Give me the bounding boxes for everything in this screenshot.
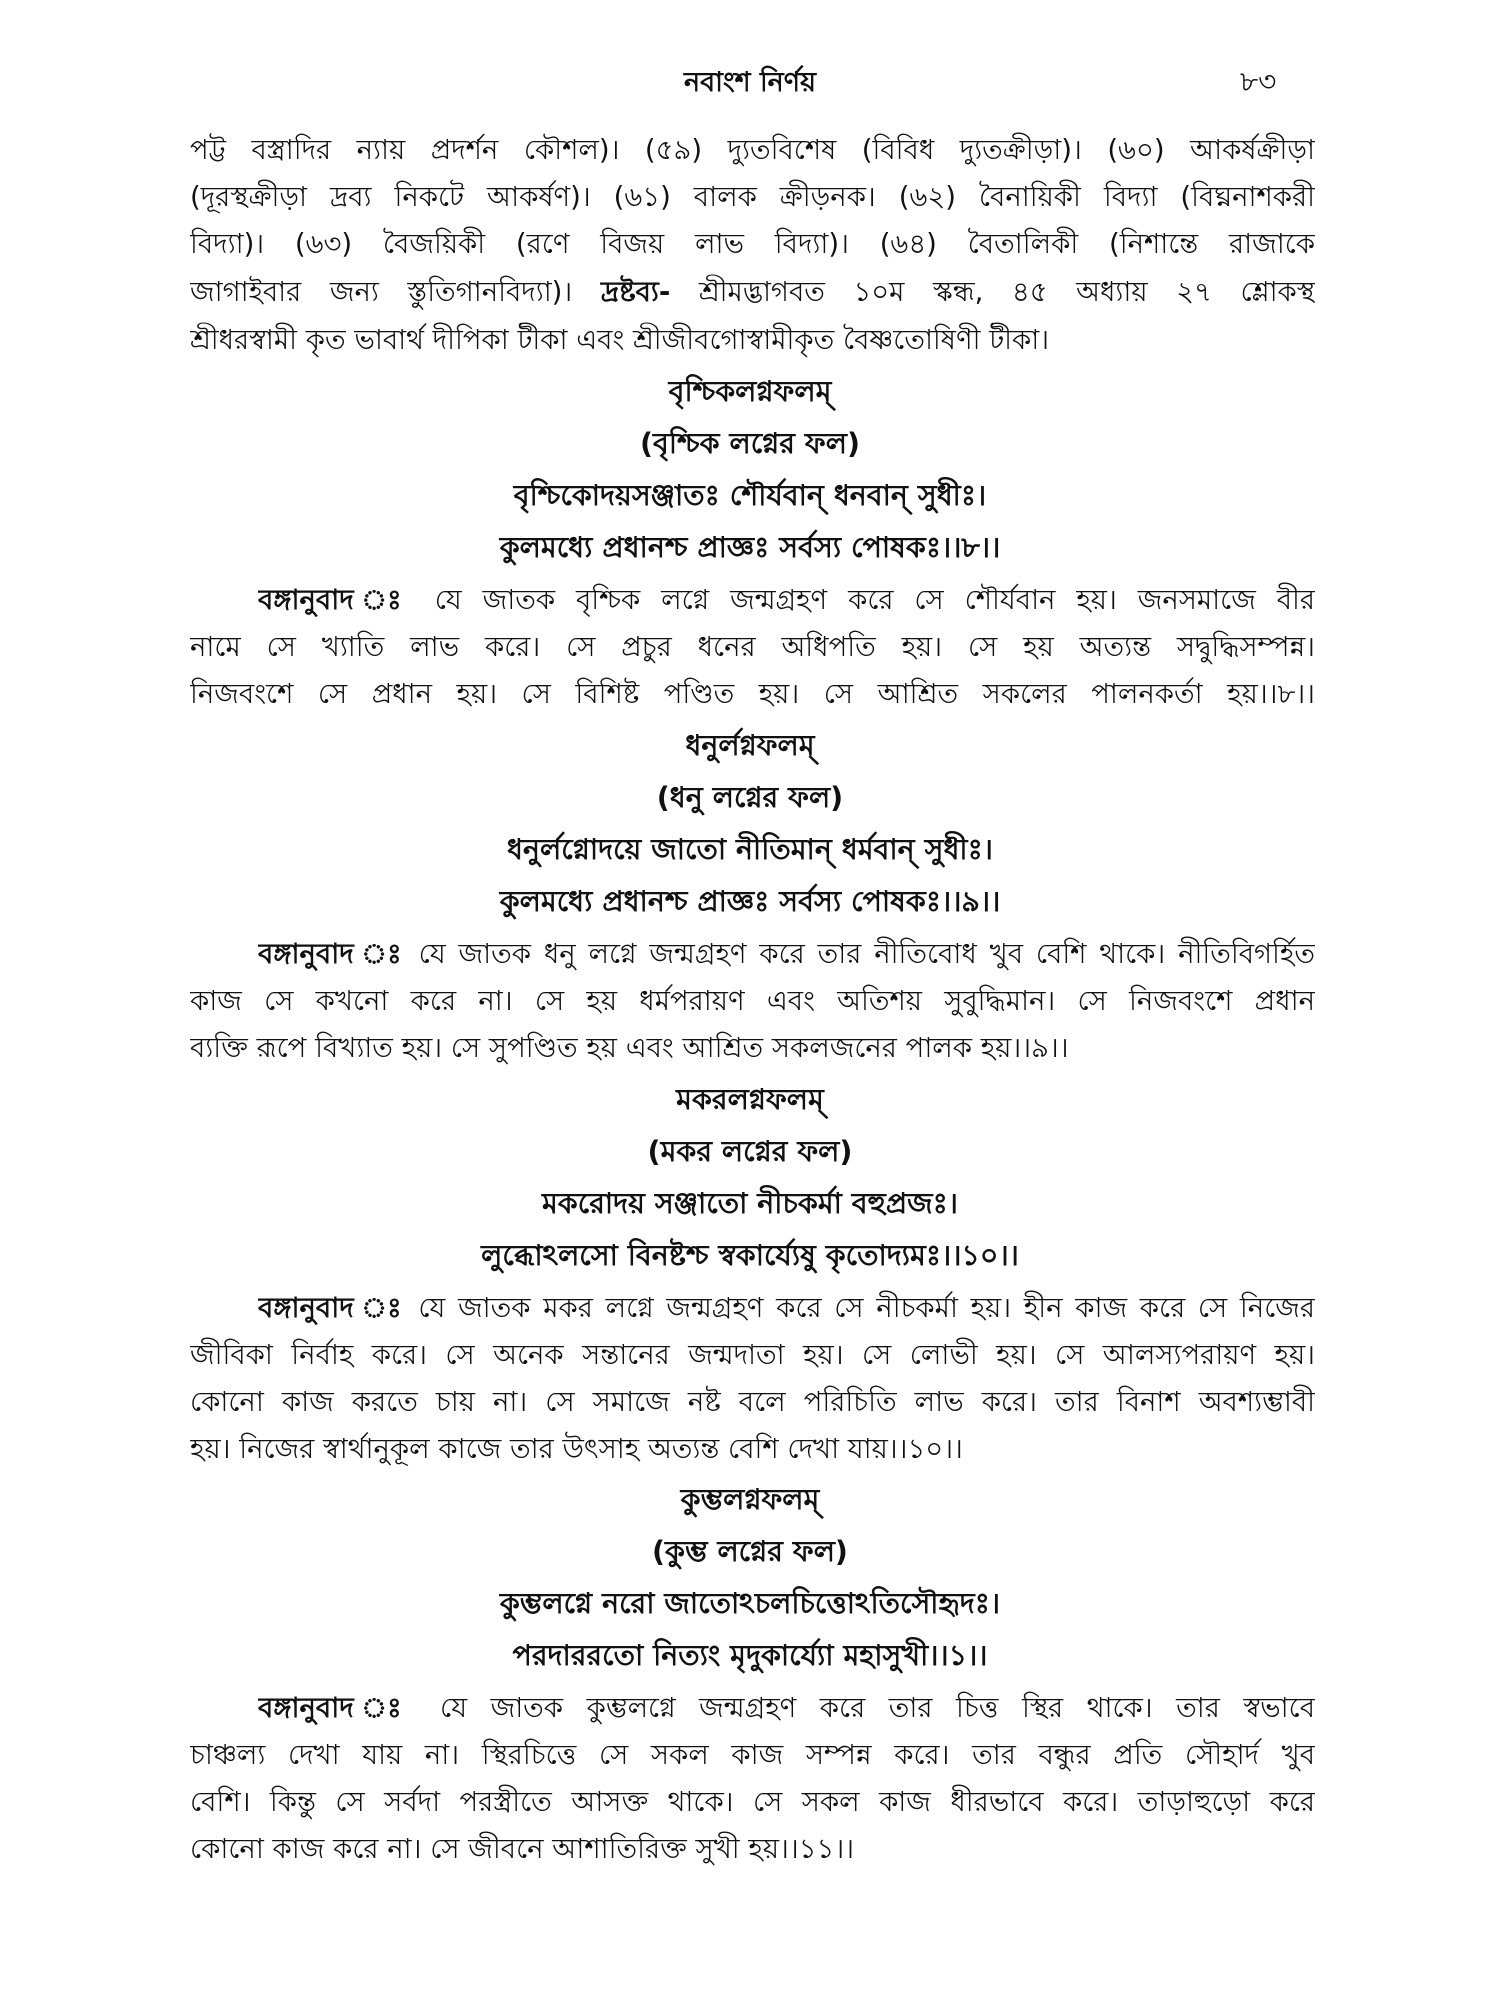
translation-line: বেশি। কিন্তু সে সর্বদা পরস্ত্রীতে আসক্ত থাকে। সে সকল কাজ ধীরভাবে করে। তাড়াহুড়ো করে [190, 1786, 1315, 1818]
verse-line: পরদাররতো নিত্যং মৃদুকার্য্যো মহাসুখী।।১।। [512, 1639, 988, 1672]
verse-line: লুব্ধোঽলসো বিনষ্টশ্চ স্বকার্য্যেষু কৃতোদ্যমঃ।।১০।। [481, 1239, 1019, 1272]
see-also-label: দ্রষ্টব্য- [600, 276, 671, 308]
translation-label: বঙ্গানুবাদ ঃ [258, 938, 406, 970]
verse-line: কুলমধ্যে প্রধানশ্চ প্রাজ্ঞঃ সর্বস্য পোষকঃ।।৯।। [499, 885, 1001, 918]
intro-line-4 [190, 272, 1315, 312]
translation-text: যে জাতক ধনু লগ্নে জন্মগ্রহণ করে তার নীতিবোধ খুব বেশি থাকে। নীতিবিগর্হিত [405, 938, 1315, 970]
translation-label: বঙ্গানুবাদ ঃ [258, 1692, 417, 1724]
translation-line [258, 580, 1315, 620]
page-number: ৮৩ [1240, 65, 1277, 98]
running-header: নবাংশ নির্ণয় [683, 67, 817, 98]
translation-line: নিজবংশে সে প্রধান হয়। সে বিশিষ্ট পণ্ডিত হয়। সে আশ্রিত সকলের পালনকর্তা হয়।।৮।। [190, 678, 1315, 710]
translation-line: কোনো কাজ করে না। সে জীবনে আশাতিরিক্ত সুখী হয়।।১১।। [190, 1833, 855, 1865]
section-subheading-scorpio: (বৃশ্চিক লগ্নের ফল) [639, 427, 860, 460]
intro-line-1: পট্ট বস্ত্রাদির ন্যায় প্রদর্শন কৌশল)। (৫৯) দ্যুতবিশেষ (বিবিধ দ্যুতক্রীড়া)। (৬০) আকর্ষক্রীড়া [190, 134, 1315, 166]
intro-line-2: (দূরস্থক্রীড়া দ্রব্য নিকটে আকর্ষণ)। (৬১) বালক ক্রীড়নক। (৬২) বৈনায়িকী বিদ্যা (বিঘ্ননাশকরী [190, 181, 1315, 213]
translation-label: বঙ্গানুবাদ ঃ [258, 1292, 406, 1324]
section-heading-aquarius: কুম্ভলগ্নফলম্ [680, 1483, 820, 1516]
translation-line [258, 1688, 1315, 1728]
verse-line: ধনুর্লগ্নোদয়ে জাতো নীতিমান্ ধর্মবান্ সুধীঃ। [507, 833, 993, 866]
translation-line: জীবিকা নির্বাহ করে। সে অনেক সন্তানের জন্মদাতা হয়। সে লোভী হয়। সে আলস্যপরায়ণ হয়। [190, 1339, 1315, 1371]
verse-line: মকরোদয় সঞ্জাতো নীচকর্মা বহুপ্রজঃ। [541, 1187, 959, 1220]
section-heading-scorpio: বৃশ্চিকলগ্নফলম্ [668, 375, 832, 408]
verse-line: বৃশ্চিকোদয়সঞ্জাতঃ শৌর্যবান্ ধনবান্ সুধীঃ। [513, 479, 987, 512]
section-subheading-aquarius: (কুম্ভ লগ্নের ফল) [652, 1535, 848, 1568]
intro-line-4-text: জাগাইবার জন্য স্তুতিগানবিদ্যা)। [190, 276, 601, 308]
intro-line-5: শ্রীধরস্বামী কৃত ভাবার্থ দীপিকা টীকা এবং শ্রীজীবগোস্বামীকৃত বৈষ্ণতোষিণী টীকা। [190, 324, 1050, 356]
translation-line: নামে সে খ্যাতি লাভ করে। সে প্রচুর ধনের অধিপতি হয়। সে হয় অত্যন্ত সদ্বুদ্ধিসম্পন্ন। [190, 631, 1315, 663]
translation-line: চাঞ্চল্য দেখা যায় না। স্থিরচিত্তে সে সকল কাজ সম্পন্ন করে। তার বন্ধুর প্রতি সৌহার্দ খুব [190, 1739, 1315, 1771]
translation-line [258, 934, 1315, 974]
translation-line: ব্যক্তি রূপে বিখ্যাত হয়। সে সুপণ্ডিত হয় এবং আশ্রিত সকলজনের পালক হয়।।৯।। [190, 1032, 1069, 1064]
intro-line-4-ref: শ্রীমদ্ভাগবত ১০ম স্কন্ধ, ৪৫ অধ্যায় ২৭ শ্লোকস্থ [670, 276, 1315, 308]
translation-text: যে জাতক মকর লগ্নে জন্মগ্রহণ করে সে নীচকর্মা হয়। হীন কাজ করে সে নিজের [405, 1292, 1315, 1324]
verse-line: কুলমধ্যে প্রধানশ্চ প্রাজ্ঞঃ সর্বস্য পোষকঃ।।৮।। [499, 531, 1001, 564]
translation-line [258, 1288, 1315, 1328]
translation-line: কাজ সে কখনো করে না। সে হয় ধর্মপরায়ণ এবং অতিশয় সুবুদ্ধিমান। সে নিজবংশে প্রধান [190, 985, 1315, 1017]
translation-line: হয়। নিজের স্বার্থানুকূল কাজে তার উৎসাহ অত্যন্ত বেশি দেখা যায়।।১০।। [190, 1433, 963, 1465]
section-heading-capricorn: মকরলগ্নফলম্ [676, 1083, 824, 1116]
section-subheading-capricorn: (মকর লগ্নের ফল) [647, 1135, 853, 1168]
section-subheading-sagittarius: (ধনু লগ্নের ফল) [656, 781, 844, 814]
translation-text: যে জাতক বৃশ্চিক লগ্নে জন্মগ্রহণ করে সে শৌর্যবান হয়। জনসমাজে বীর [413, 584, 1315, 616]
verse-line: কুম্ভলগ্নে নরো জাতোঽচলচিত্তোঽতিসৌহৃদঃ। [499, 1587, 1001, 1620]
intro-line-3: বিদ্যা)। (৬৩) বৈজয়িকী (রণে বিজয় লাভ বিদ্যা)। (৬৪) বৈতালিকী (নিশান্তে রাজাকে [190, 228, 1315, 260]
section-heading-sagittarius: ধনুর্লগ্নফলম্ [685, 729, 815, 762]
translation-line: কোনো কাজ করতে চায় না। সে সমাজে নষ্ট বলে পরিচিতি লাভ করে। তার বিনাশ অবশ্যম্ভাবী [190, 1386, 1315, 1418]
translation-label: বঙ্গানুবাদ ঃ [258, 584, 414, 616]
translation-text: যে জাতক কুম্ভলগ্নে জন্মগ্রহণ করে তার চিত্ত স্থির থাকে। তার স্বভাবে [416, 1692, 1315, 1724]
